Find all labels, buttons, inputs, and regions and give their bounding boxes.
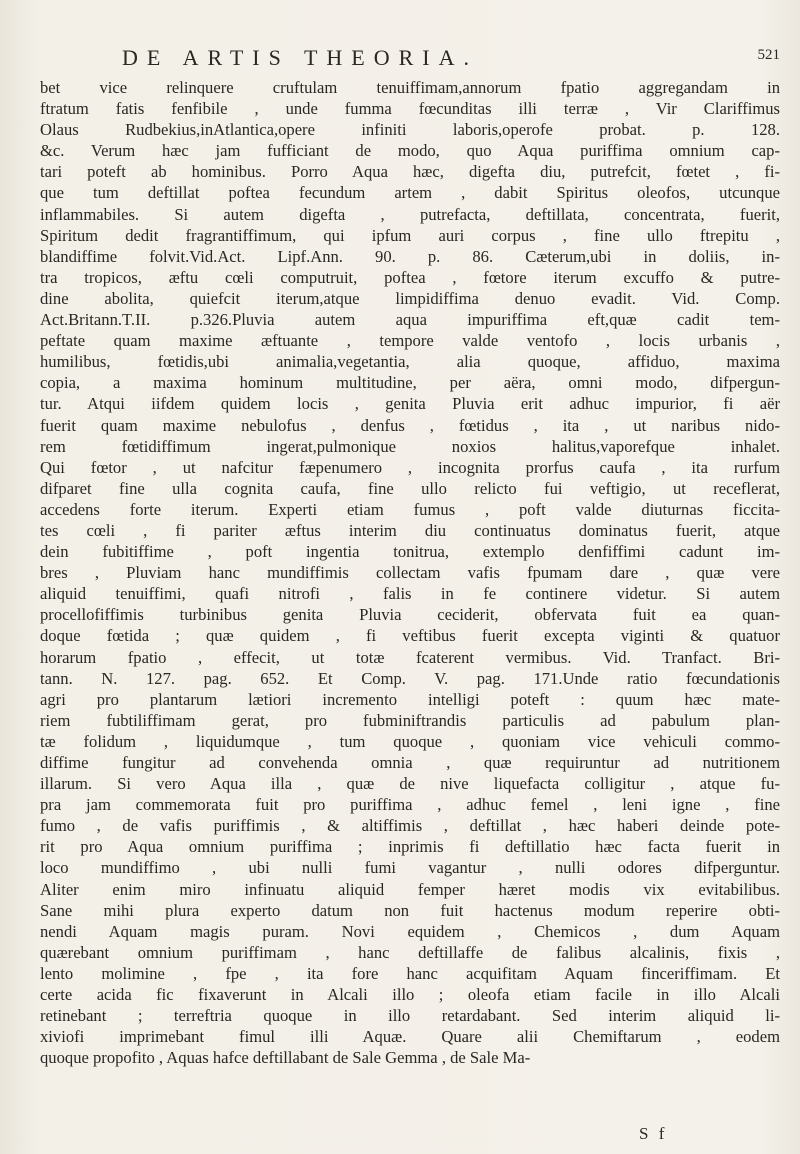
- text-line: blandiffime folvit.Vid.Act. Lipf.Ann. 90. p. 86. Cæterum,ubi in doliis, in-: [40, 246, 780, 266]
- text-line: riem fubtiliffimam gerat, pro fubminiftrandis particulis ad pabulum plan-: [40, 710, 780, 730]
- page-header: [40, 45, 780, 75]
- text-line: illarum. Si vero Aqua illa , quæ de nive liquefacta colligitur , atque fu-: [40, 774, 780, 794]
- text-line: horarum fpatio , effecit, ut totæ fcaterent vermibus. Vid. Tranfact. Bri-: [40, 647, 780, 667]
- page-number: 521: [757, 47, 780, 63]
- text-line: agri pro plantarum lætiori incremento intelligi poteft : quum hæc mate-: [40, 689, 780, 709]
- text-line: aliquid tenuiffimi, quafi nitrofi , falis in fe continere videtur. Si autem: [40, 584, 780, 604]
- text-line: tann. N. 127. pag. 652. Et Comp. V. pag. 171.Unde ratio fœcundationis: [40, 668, 780, 688]
- text-line: retinebant ; terreftria quoque in illo retardabant. Sed interim aliquid li-: [40, 1006, 780, 1026]
- text-line: loco mundiffimo , ubi nulli fumi vagantur , nulli odores difperguntur.: [40, 858, 780, 878]
- text-line: copia, a maxima hominum multitudine, per aëra, omni modo, difpergun-: [40, 373, 780, 393]
- text-line: tur. Atqui iifdem quidem locis , genita Pluvia erit adhuc impurior, fi aër: [40, 394, 780, 414]
- text-line: tari poteft ab hominibus. Porro Aqua hæc, digefta diu, putrefcit, fœtet , fi-: [40, 162, 780, 182]
- text-line: fumo , de vafis puriffimis , & altiffimis , deftillat , hæc haberi deinde pote-: [40, 816, 780, 836]
- text-line: Aliter enim miro infinuatu aliquid femper hæret modis vix evitabilibus.: [40, 879, 780, 899]
- text-line: inflammabiles. Si autem digefta , putrefacta, deftillata, concentrata, fuerit,: [40, 204, 780, 224]
- text-line: nendi Aquam magis puram. Novi equidem , Chemicos , dum Aquam: [40, 921, 780, 941]
- text-line: rem fœtidiffimum ingerat,pulmonique noxios halitus,vaporefque inhalet.: [40, 436, 780, 456]
- text-line: dine abolita, quiefcit iterum,atque limpidiffima denuo evadit. Vid. Comp.: [40, 288, 780, 308]
- text-line: quærebant omnium puriffimam , hanc deftillaffe de falibus alcalinis, fixis ,: [40, 942, 780, 962]
- text-line: dein fubitiffime , poft ingentia tonitrua, extemplo denfiffimi cadunt im-: [40, 542, 780, 562]
- text-line: tra tropicos, æftu cœli computruit, poftea , fœtore iterum excuffo & putre-: [40, 267, 780, 287]
- text-line: tæ folidum , liquidumque , tum quoque , quoniam vice vehiculi commo-: [40, 731, 780, 751]
- running-head: DE ARTIS THEORIA.: [122, 45, 478, 70]
- text-line: accedens forte iterum. Experti etiam fumus , poft valde diuturnas ficcita-: [40, 499, 780, 519]
- text-line: Qui fœtor , ut nafcitur fæpenumero , incognita prorfus caufa , ita rurfum: [40, 457, 780, 477]
- text-line: pra jam commemorata fuit pro puriffima , adhuc femel , leni igne , fine: [40, 795, 780, 815]
- text-line: humilibus, fœtidis,ubi animalia,vegetantia, alia quoque, affiduo, maxima: [40, 352, 780, 372]
- body-text: [40, 77, 780, 1068]
- text-line: peftate quam maxime æftuante , tempore valde ventofo , locis urbanis ,: [40, 331, 780, 351]
- text-line: diffime fungitur ad convehenda omnia , quæ requiruntur ad nutritionem: [40, 753, 780, 772]
- text-line: bres , Pluviam hanc mundiffimis collectam vafis fpumam dare , quæ vere: [40, 563, 780, 583]
- text-line: xiviofi imprimebant fimul illi Aquæ. Quare alii Chemiftarum , eodem: [40, 1027, 780, 1047]
- text-line: rit pro Aqua omnium puriffima ; inprimis fi deftillatio hæc facta fuerit in: [40, 837, 780, 857]
- text-line: difparet fine ulla cognita caufa, fine ullo relicto fui veftigio, ut receflerat,: [40, 478, 780, 498]
- text-line: Act.Britann.T.II. p.326.Pluvia autem aqua impuriffima eft,quæ cadit tem-: [40, 310, 780, 330]
- text-line: ftratum fatis fenfibile , unde fumma fœcunditas illi terræ , Vir Clariffimus: [40, 99, 780, 119]
- signature-mark: S f: [639, 1124, 668, 1143]
- text-line: quoque propofito , Aquas hafce deftillabant de Sale Gemma , de Sale Ma-: [40, 1048, 531, 1068]
- text-line: bet vice relinquere cruftulam tenuiffimam,annorum fpatio aggregandam in: [40, 78, 780, 97]
- text-line: &c. Verum hæc jam fufficiant de modo, quo Aqua puriffima omnium cap-: [40, 141, 780, 161]
- text-line: Sane mihi plura experto datum non fuit hactenus modum reperire obti-: [40, 900, 780, 920]
- text-line: certe acida fic fixaverunt in Alcali illo ; oleofa etiam facile in illo Alcali: [40, 985, 780, 1005]
- text-line: tes cœli , fi pariter æftus interim diu continuatus dominatus fuerit, atque: [40, 520, 780, 540]
- text-line: procellofiffimis turbinibus genita Pluvia ceciderit, obfervata fuit ea quan-: [40, 605, 780, 625]
- text-line: que tum deftillat poftea fecundum artem , dabit Spiritus oleofos, utcunque: [40, 183, 780, 203]
- text-line: Olaus Rudbekius,inAtlantica,opere infiniti laboris,operofe probat. p. 128.: [40, 120, 780, 140]
- text-line: lento molimine , fpe , ita fore hanc acquifitam Aquam finceriffimam. Et: [40, 963, 780, 983]
- text-line: fuerit quam maxime nebulofus , denfus , fœtidus , ita , ut naribus nido-: [40, 415, 780, 435]
- text-line: Spiritum dedit fragrantiffimum, qui ipfum auri corpus , fine ullo ftrepitu ,: [40, 225, 780, 245]
- text-line: doque fœtida ; quæ quidem , fi veftibus fuerit excepta viginti & quatuor: [40, 626, 780, 646]
